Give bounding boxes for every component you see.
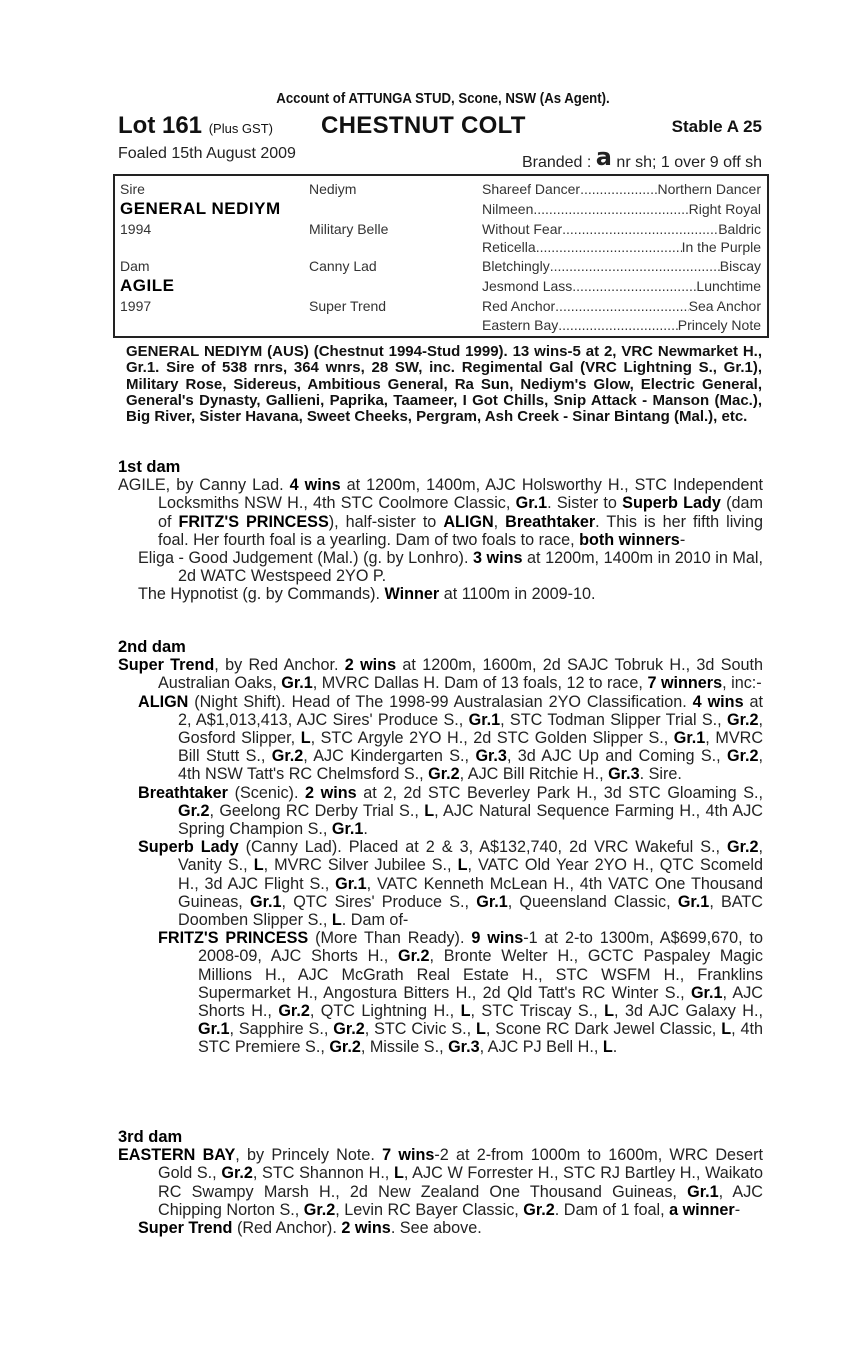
ancestor-sire: Right Royal (688, 201, 761, 217)
lot-title: CHESTNUT COLT (321, 112, 526, 139)
produce-entry: Super Trend, by Red Anchor. 2 wins at 1200m, 1600m, 2d SAJC Tobruk H., 3d South Australian Oaks, Gr.1, MVRC Dallas H. Dam of 13 foals, 12 to race, 7 winners, inc:- (118, 656, 763, 693)
dam-year: 1997 (120, 298, 152, 314)
ancestor-name: Reticella (482, 239, 536, 255)
great-grandparent-row (482, 201, 761, 217)
brand-mark-icon: a (595, 143, 612, 171)
great-grandparent-row (482, 317, 761, 333)
ancestor-name: Nilmeen (482, 201, 534, 217)
second-dam-section (118, 638, 763, 1057)
great-grandparent-row (482, 181, 761, 197)
ancestor-name: Jesmond Lass (482, 278, 573, 294)
ancestor-sire: Baldric (718, 221, 761, 237)
foaled-date: Foaled 15th August 2009 (118, 145, 296, 162)
great-grandparent-row (482, 221, 761, 237)
branded-prefix: Branded : (521, 154, 596, 171)
dam-entries (118, 656, 763, 1056)
produce-entry: Breathtaker (Scenic). 2 wins at 2, 2d STC Beverley Park H., 3d STC Gloaming S., Gr.2, Geelong RC Derby Trial S., L, AJC Natural Sequence Farming H., 4th AJC Spring Champion S., Gr.1. (138, 783, 763, 839)
ancestor-sire: Princely Note (677, 317, 761, 333)
great-grandparent-row (482, 239, 761, 255)
brand-info (522, 145, 762, 173)
dam-label: Dam (120, 258, 150, 274)
branded-suffix: nr sh; 1 over 9 off sh (611, 154, 762, 171)
great-grandparent-row (482, 278, 761, 294)
dam-name: AGILE (120, 276, 175, 295)
third-dam-section (118, 1128, 763, 1237)
sire-name: GENERAL NEDIYM (120, 199, 281, 218)
ancestor-name: Without Fear (482, 221, 563, 237)
sire-year: 1994 (120, 221, 152, 237)
dam-entries (118, 1146, 763, 1237)
sire-label: Sire (120, 181, 145, 197)
produce-entry: AGILE, by Canny Lad. 4 wins at 1200m, 1400m, AJC Holsworthy H., STC Independent Locksmiths NSW H., 4th STC Coolmore Classic, Gr.1. Sister to Superb Lady (dam of FRITZ'S PRINCESS), half-sister to ALIGN, Breathtaker. This is her fifth living foal. Her fourth foal is a yearling. Dam of two foals to race, both winners- (118, 476, 764, 549)
stable-location: Stable A 25 (671, 117, 762, 136)
produce-entry: FRITZ'S PRINCESS (More Than Ready). 9 wins-1 at 2-to 1300m, A$699,670, to 2008-09, AJC Shorts H., Gr.2, Bronte Welter H., GCTC Paspaley Magic Millions H., AJC McGrath Real Estate H., STC WSFM H., Franklins Supermarket H., Angostura Bitters H., 2d Qld Tatt's RC Winter S., Gr.1, AJC Shorts H., Gr.2, QTC Lightning H., L, STC Triscay S., L, 3d AJC Galaxy H., Gr.1, Sapphire S., Gr.2, STC Civic S., L, Scone RC Dark Jewel Classic, L, 4th STC Premiere S., Gr.2, Missile S., Gr.3, AJC PJ Bell H., L. (158, 929, 764, 1057)
produce-entry: Superb Lady (Canny Lad). Placed at 2 & 3, A$132,740, 2d VRC Wakeful S., Gr.2, Vanity S., L, MVRC Silver Jubilee S., L, VATC Old Year 2YO H., QTC Scomeld H., 3d AJC Flight S., Gr.1, VATC Kenneth McLean H., 4th VATC One Thousand Guineas, Gr.1, QTC Sires' Produce S., Gr.1, Queensland Classic, Gr.1, BATC Doomben Slipper S., L. Dam of- (138, 838, 764, 930)
great-grandparent-row (482, 258, 761, 274)
paternal-granddam: Military Belle (309, 221, 389, 237)
ancestor-name: Shareef Dancer (482, 181, 581, 197)
section-heading: 3rd dam (118, 1128, 183, 1146)
great-grandparent-row (482, 298, 761, 314)
pedigree-table (113, 174, 769, 338)
dam-entries (118, 476, 763, 603)
ancestor-sire: Northern Dancer (657, 181, 761, 197)
ancestor-name: Bletchingly (482, 258, 550, 274)
lot-number (118, 112, 273, 140)
ancestor-name: Red Anchor (482, 298, 556, 314)
ancestor-sire: Biscay (719, 258, 761, 274)
produce-entry: Super Trend (Red Anchor). 2 wins. See above. (138, 1219, 482, 1238)
ancestor-name: Eastern Bay (482, 317, 559, 333)
consignor-line: Account of ATTUNGA STUD, Scone, NSW (As Agent). (276, 90, 610, 107)
ancestor-sire: Lunchtime (696, 278, 761, 294)
gst-note: (Plus GST) (208, 121, 273, 136)
lot-number-label: Lot 161 (118, 112, 203, 139)
ancestor-sire: Sea Anchor (688, 298, 761, 314)
lot-header (118, 110, 762, 140)
section-heading: 2nd dam (118, 638, 186, 656)
ancestor-sire: In the Purple (681, 239, 761, 255)
produce-entry: The Hypnotist (g. by Commands). Winner at 1100m in 2009-10. (138, 585, 596, 604)
produce-entry: EASTERN BAY, by Princely Note. 7 wins-2 at 2-from 1000m to 1600m, WRC Desert Gold S., Gr.2, STC Shannon H., L, AJC W Forrester H., STC RJ Bartley H., Waikato RC Swampy Marsh H., 2d New Zealand One Thousand Guineas, Gr.1, AJC Chipping Norton S., Gr.2, Levin RC Bayer Classic, Gr.2. Dam of 1 foal, a winner- (118, 1146, 764, 1219)
maternal-grandsire: Canny Lad (309, 258, 377, 274)
paternal-grandsire: Nediym (309, 181, 357, 197)
produce-entry: ALIGN (Night Shift). Head of The 1998-99 Australasian 2YO Classification. 4 wins at 2, A$1,013,413, AJC Sires' Produce S., Gr.1, STC Todman Slipper Trial S., Gr.2, Gosford Slipper, L, STC Argyle 2YO H., 2d STC Golden Slipper S., Gr.1, MVRC Bill Stutt S., Gr.2, AJC Kindergarten S., Gr.3, 3d AJC Up and Coming S., Gr.2, 4th NSW Tatt's RC Chelmsford S., Gr.2, AJC Bill Ritchie H., Gr.3. Sire. (138, 692, 764, 784)
sire-summary: GENERAL NEDIYM (AUS) (Chestnut 1994-Stud 1999). 13 wins-5 at 2, VRC Newmarket H., Gr.1. Sire of 538 rnrs, 364 wnrs, 28 SW, inc. Regimental Gal (VRC Lightning S., Gr.1), Military Rose, Sidereus, Ambitious General, Ra Sun, Nediym's Glow, Electric General, General's Dynasty, Gallieni, Paprika, Taameer, I Got Chills, Snip Attack - Manson (Mac.), Big River, Sister Havana, Sweet Cheeks, Pergram, Ash Creek - Sinar Bintang (Mal.), etc. (126, 343, 762, 426)
section-heading: 1st dam (118, 458, 181, 476)
maternal-granddam: Super Trend (309, 298, 387, 314)
produce-entry: Eliga - Good Judgement (Mal.) (g. by Lonhro). 3 wins at 1200m, 1400m in 2010 in Mal, 2d WATC Westspeed 2YO P. (138, 549, 763, 586)
first-dam-section (118, 458, 763, 604)
